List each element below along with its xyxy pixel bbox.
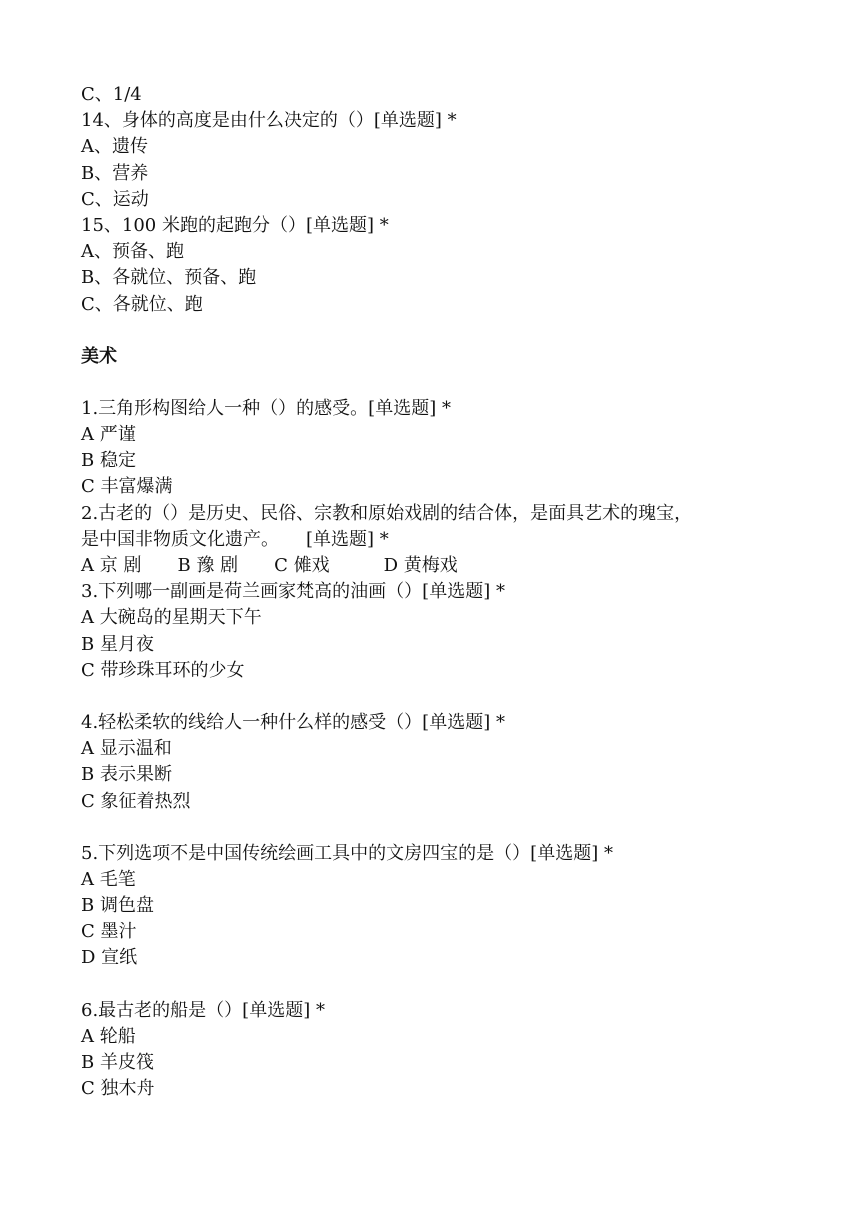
art-q5-option-a: A 毛笔	[81, 868, 136, 890]
spacer	[81, 815, 781, 841]
document-page	[81, 82, 781, 1102]
art-q3-option-c: C 带珍珠耳环的少女	[81, 659, 245, 681]
art-q5-question: 5.下列选项不是中国传统绘画工具中的文房四宝的是（）[单选题] *	[81, 842, 613, 864]
spacer	[81, 972, 781, 998]
art-q1-question: 1.三角形构图给人一种（）的感受。[单选题] *	[81, 397, 451, 419]
art-q1-option-a: A 严谨	[81, 424, 136, 446]
art-q2-question-line2: 是中国非物质文化遗产。 [单选题] *	[81, 528, 389, 550]
q15-question: 15、100 米跑的起跑分（）[单选题] *	[81, 214, 389, 236]
art-q6-option-c: C 独木舟	[81, 1078, 155, 1100]
art-q4-option-a: A 显示温和	[81, 738, 172, 760]
art-q2-options: A 京 剧 B 豫 剧 C 傩戏 D 黄梅戏	[81, 555, 458, 576]
section-heading-art: 美术	[81, 345, 117, 367]
spacer	[81, 318, 781, 344]
q13-option-c: C、1/4	[81, 84, 142, 105]
art-q5-option-b: B 调色盘	[81, 895, 154, 917]
q14-option-a: A、遗传	[81, 136, 148, 158]
art-q5-option-d: D 宣纸	[81, 947, 138, 969]
art-q4-option-c: C 象征着热烈	[81, 790, 191, 812]
art-q6-option-a: A 轮船	[81, 1025, 136, 1047]
q14-question: 14、身体的高度是由什么决定的（）[单选题] *	[81, 110, 457, 132]
art-q6-option-b: B 羊皮筏	[81, 1052, 154, 1073]
q15-option-b: B、各就位、预备、跑	[81, 267, 257, 289]
art-q3-option-b: B 星月夜	[81, 633, 154, 655]
q15-option-a: A、预备、跑	[81, 241, 184, 263]
spacer	[81, 370, 781, 396]
art-q1-option-b: B 稳定	[81, 450, 136, 472]
art-q5-option-c: C 墨汁	[81, 921, 137, 943]
q14-option-c: C、运动	[81, 188, 149, 210]
art-q2-question-line1: 2.古老的（）是历史、民俗、宗教和原始戏剧的结合体，是面具艺术的瑰宝，	[81, 502, 693, 524]
art-q6-question: 6.最古老的船是（）[单选题] *	[81, 999, 325, 1021]
art-q3-option-a: A 大碗岛的星期天下午	[81, 607, 262, 629]
q15-option-c: C、各就位、跑	[81, 293, 203, 315]
art-q1-option-c: C 丰富爆满	[81, 476, 173, 498]
art-q3-question: 3.下列哪一副画是荷兰画家梵高的油画（）[单选题] *	[81, 581, 505, 603]
art-q4-option-b: B 表示果断	[81, 764, 172, 786]
spacer	[81, 684, 781, 710]
art-q4-question: 4.轻松柔软的线给人一种什么样的感受（）[单选题] *	[81, 711, 505, 733]
q14-option-b: B、营养	[81, 162, 149, 184]
